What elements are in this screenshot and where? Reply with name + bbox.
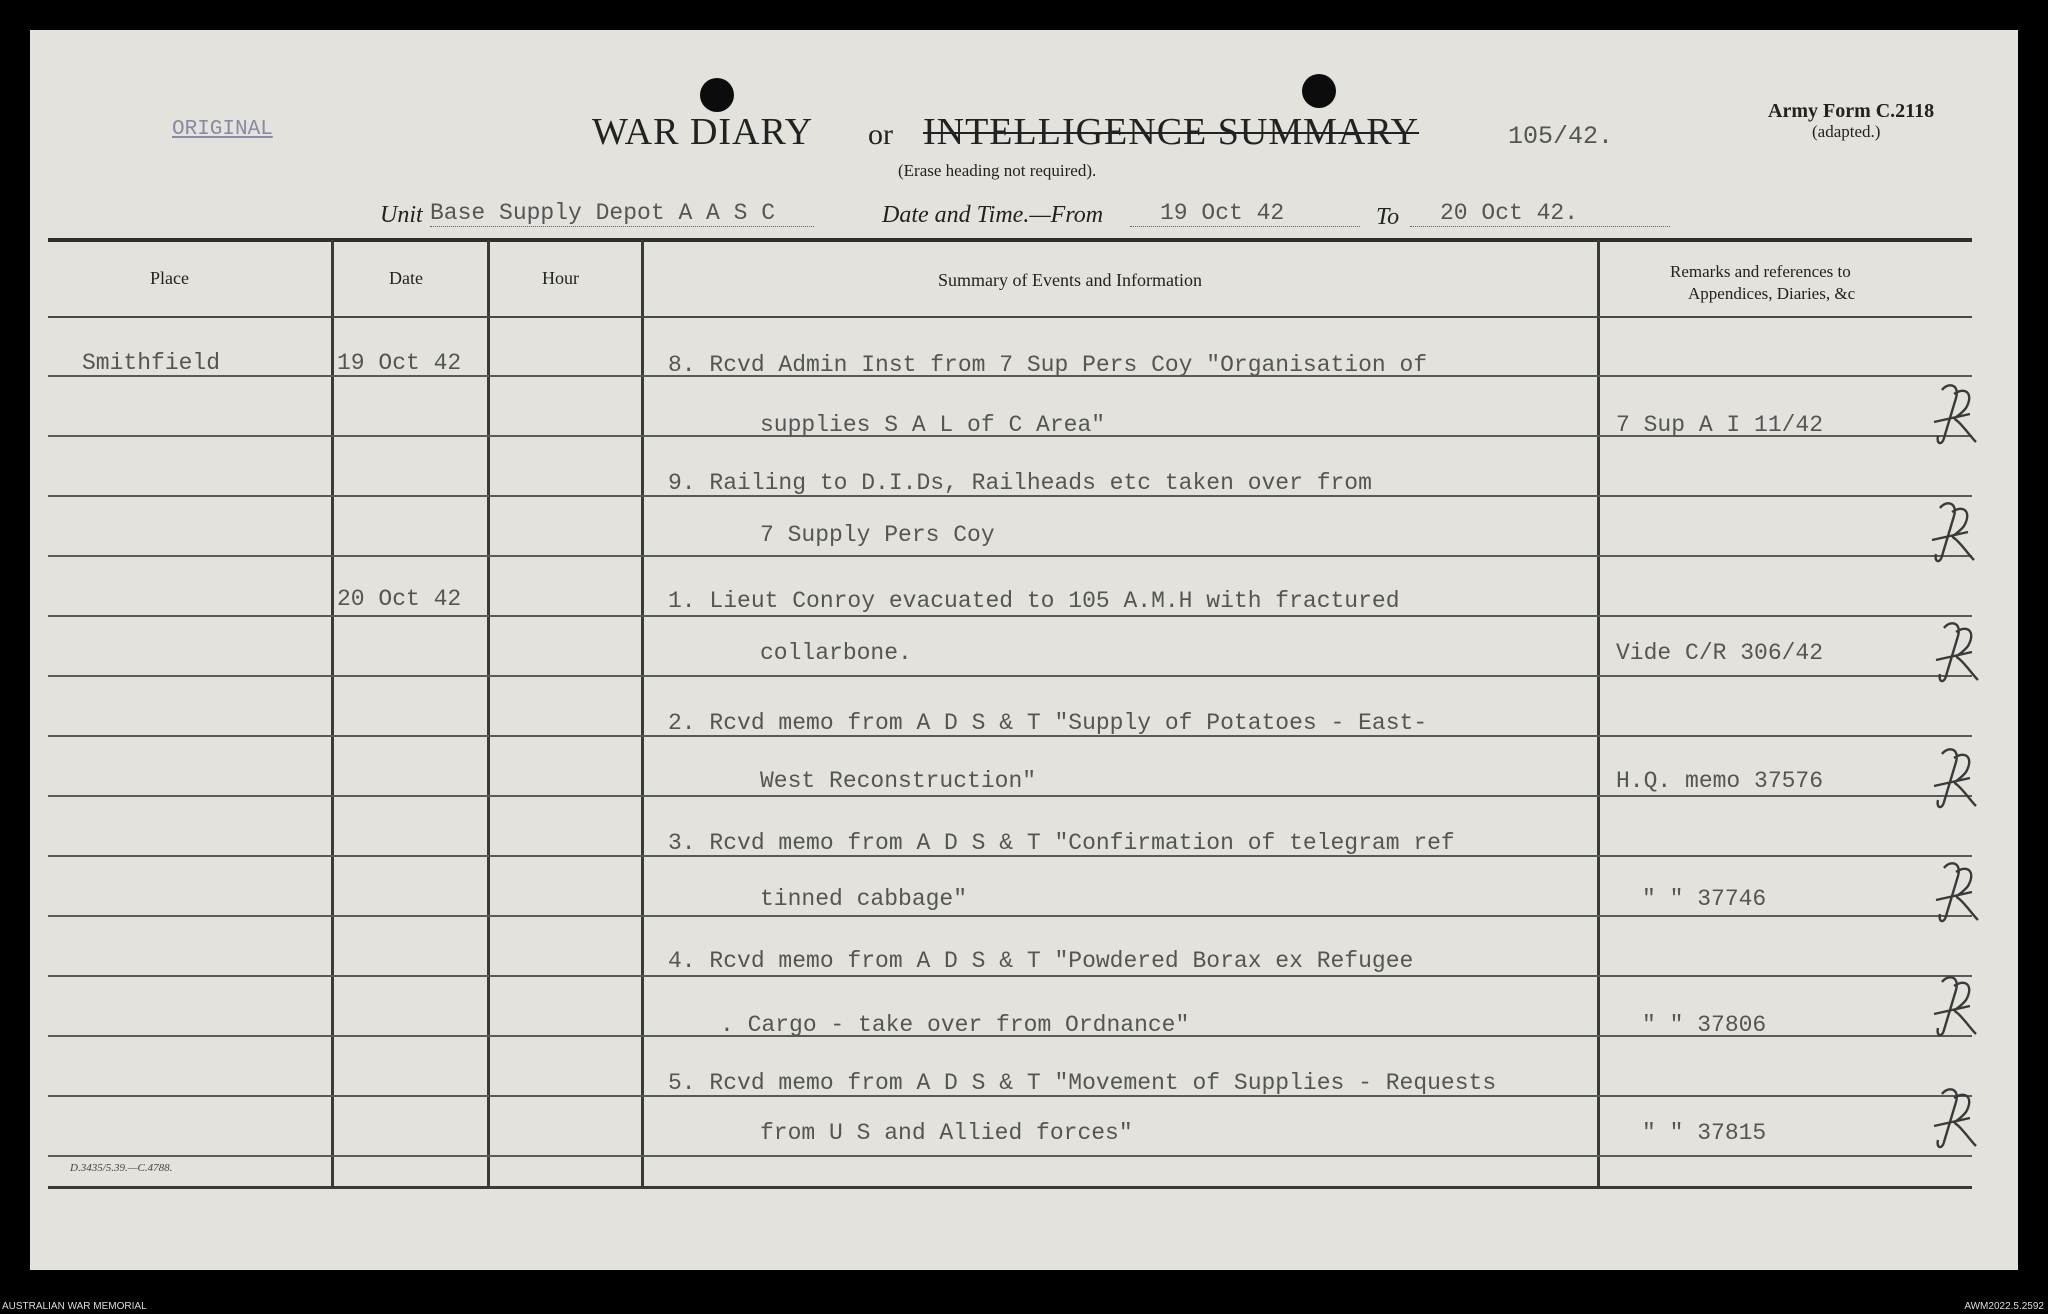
ruled-line <box>48 975 1972 977</box>
unit-value: Base Supply Depot A A S C <box>430 200 814 227</box>
header-hour: Hour <box>542 268 579 288</box>
unit-label: Unit <box>380 202 423 228</box>
ruled-line <box>48 675 1972 677</box>
date-to-value: 20 Oct 42. <box>1410 200 1670 227</box>
header-remarks-line1: Remarks and references to <box>1670 262 1851 281</box>
initials-signature <box>1928 496 1978 572</box>
column-rule-2 <box>487 240 490 1188</box>
reference-number: 105/42. <box>1508 122 1614 151</box>
initials-signature <box>1930 970 1980 1046</box>
remark-cell: 7 Sup A I 11/42 <box>1616 412 1824 438</box>
entry-text: 3. Rcvd memo from A D S & T "Confirmation of telegram ref <box>668 830 1455 856</box>
punch-hole-left <box>700 78 734 112</box>
entry-text: 8. Rcvd Admin Inst from 7 Sup Pers Coy "Organisation of <box>668 352 1428 378</box>
header-remarks-line2: Appendices, Diaries, &c <box>1688 284 1856 303</box>
initials-signature <box>1930 742 1980 818</box>
title-intelligence-summary-crossed: INTELLIGENCE SUMMARY <box>923 111 1420 153</box>
punch-hole-right <box>1302 74 1336 108</box>
date-cell: 19 Oct 42 <box>337 350 462 376</box>
entry-text: . Cargo - take over from Ordnance" <box>720 1012 1190 1038</box>
ruled-line <box>48 1155 1972 1157</box>
table-top-border <box>48 238 1972 242</box>
ruled-line <box>48 795 1972 797</box>
date-from-value: 19 Oct 42 <box>1130 200 1360 227</box>
diary-page <box>30 30 2018 1270</box>
title-war-diary: WAR DIARY <box>592 111 814 153</box>
entry-text: supplies S A L of C Area" <box>760 412 1106 438</box>
remark-cell: " " 37806 <box>1642 1012 1767 1038</box>
archive-credit: AUSTRALIAN WAR MEMORIAL <box>2 1301 147 1312</box>
remark-cell: " " 37746 <box>1642 886 1767 912</box>
entry-text: from U S and Allied forces" <box>760 1120 1133 1146</box>
remark-cell: H.Q. memo 37576 <box>1616 768 1824 794</box>
form-code: D.3435/5.39.—C.4788. <box>70 1162 173 1174</box>
entry-text: 9. Railing to D.I.Ds, Railheads etc taken over from <box>668 470 1372 496</box>
adapted-label: (adapted.) <box>1812 122 1881 141</box>
erase-heading-note: (Erase heading not required). <box>898 161 1097 180</box>
entry-text: 5. Rcvd memo from A D S & T "Movement of Supplies - Requests <box>668 1070 1497 1096</box>
date-cell: 20 Oct 42 <box>337 586 462 612</box>
initials-signature <box>1932 856 1982 932</box>
entry-text: 1. Lieut Conroy evacuated to 105 A.M.H with fractured <box>668 588 1400 614</box>
ruled-line <box>48 915 1972 917</box>
column-rule-4 <box>1597 240 1600 1188</box>
remark-cell: " " 37815 <box>1642 1120 1767 1146</box>
entry-text: tinned cabbage" <box>760 886 968 912</box>
column-rule-1 <box>331 240 334 1188</box>
initials-signature <box>1932 616 1982 692</box>
initials-signature <box>1930 1082 1980 1158</box>
date-to-label: To <box>1376 204 1400 230</box>
table-bottom-border <box>48 1186 1972 1189</box>
header-date: Date <box>389 268 423 288</box>
date-from-label: Date and Time.—From <box>882 202 1104 228</box>
initials-signature <box>1930 378 1980 454</box>
entry-text: 4. Rcvd memo from A D S & T "Powdered Borax ex Refugee <box>668 948 1414 974</box>
entry-text: collarbone. <box>760 640 912 666</box>
header-summary: Summary of Events and Information <box>938 270 1202 290</box>
place-cell: Smithfield <box>82 350 221 376</box>
archive-reference: AWM2022.5.2592 <box>1964 1301 2044 1312</box>
remark-cell: Vide C/R 306/42 <box>1616 640 1824 666</box>
entry-text: 2. Rcvd memo from A D S & T "Supply of Potatoes - East- <box>668 710 1428 736</box>
header-place: Place <box>150 268 189 288</box>
entry-text: West Reconstruction" <box>760 768 1037 794</box>
ruled-line <box>48 555 1972 557</box>
column-rule-3 <box>641 240 644 1188</box>
title-or: or <box>868 118 893 151</box>
entry-text: 7 Supply Pers Coy <box>760 522 995 548</box>
header-bottom-rule <box>48 316 1972 318</box>
ruled-line <box>48 615 1972 617</box>
army-form-label: Army Form C.2118 <box>1768 100 1935 122</box>
original-stamp: ORIGINAL <box>172 118 273 141</box>
